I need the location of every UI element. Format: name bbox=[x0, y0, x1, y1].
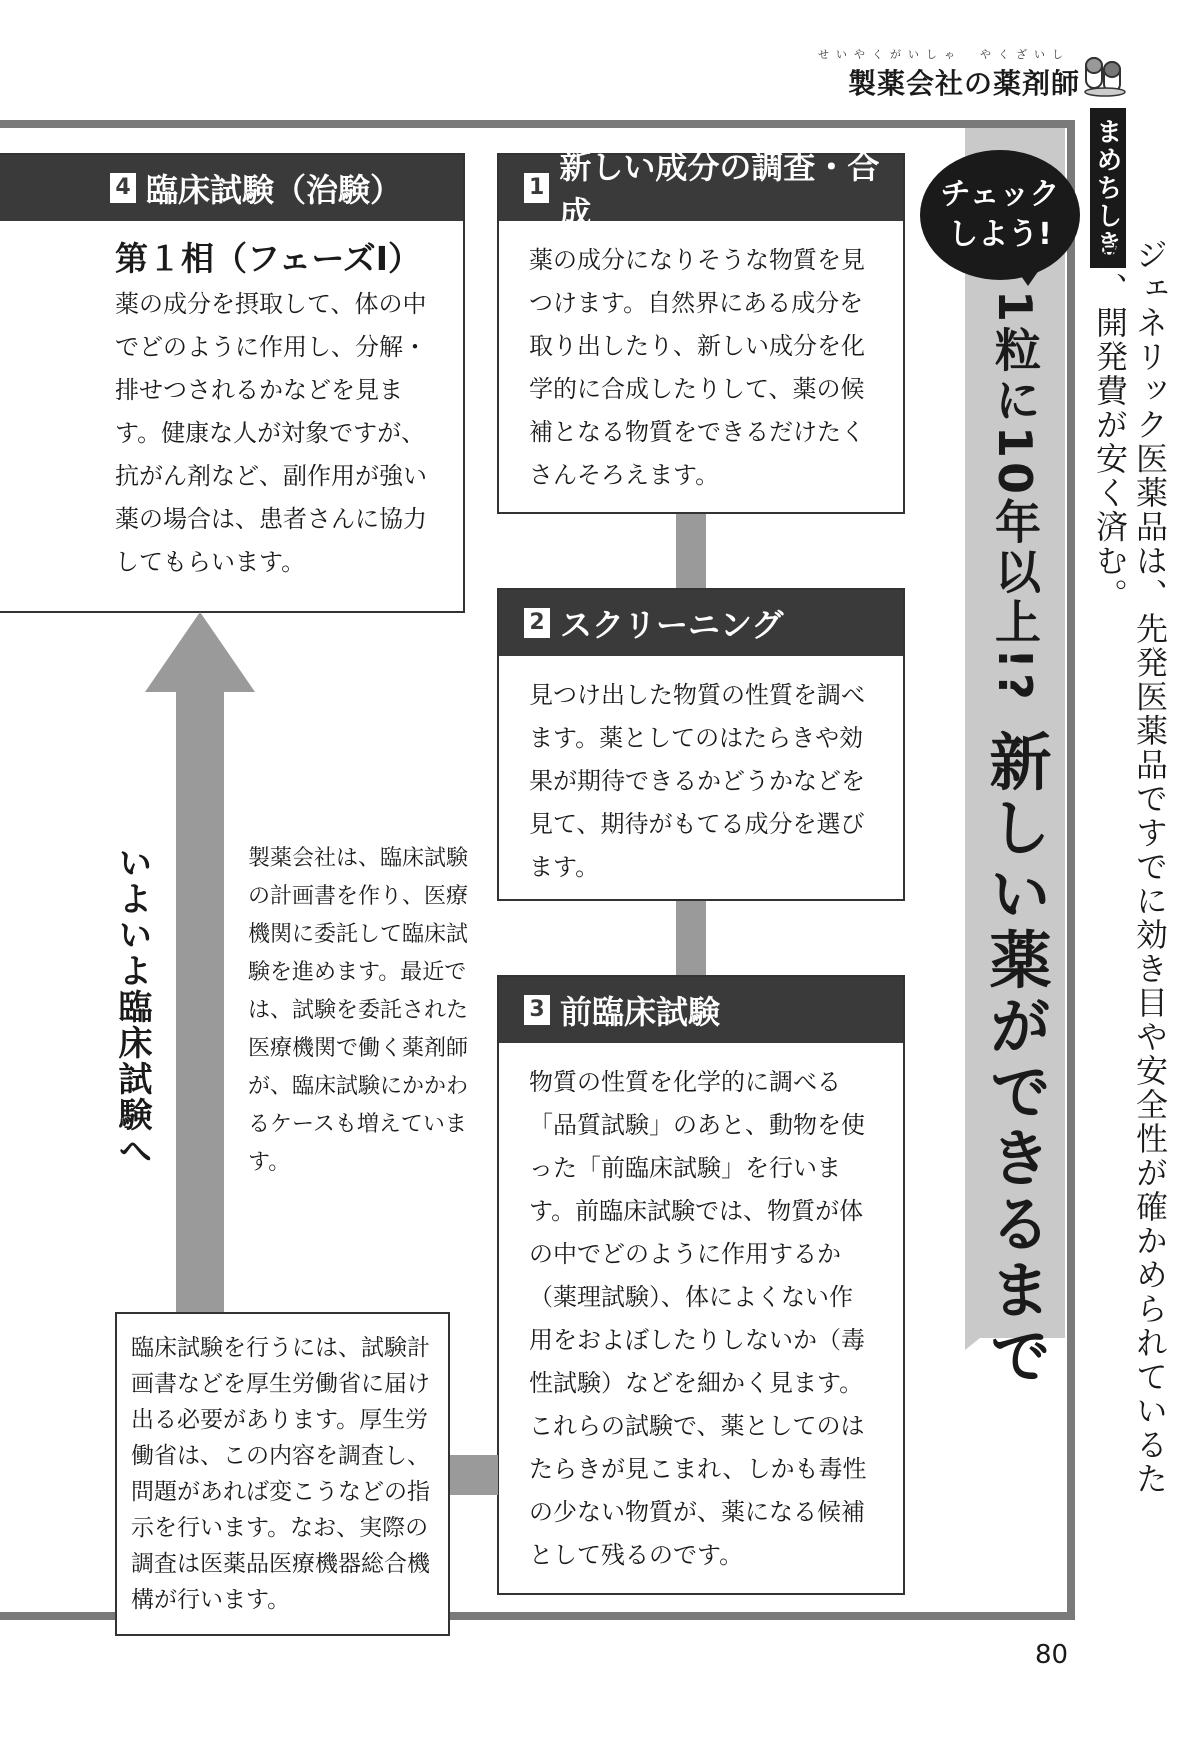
note-box: 臨床試験を行うには、試験計画書などを厚生労働省に届け出る必要があります。厚生労働省は、この内容を調査し、問題があれば変こうなどの指示を行います。なお、実際の調査は医薬品医療機器総合機構が行います。 bbox=[115, 1312, 450, 1636]
step2-text: 見つけ出した物質の性質を調べます。薬としてのはたらきや効果が期待できるかどうかなどを見て、期待がもてる成分を選びます。 bbox=[529, 681, 865, 881]
step1-title: 新しい成分の調査・合成 bbox=[559, 148, 880, 232]
step4-header bbox=[0, 155, 463, 221]
step1-box bbox=[497, 148, 905, 514]
note-text: 製薬会社は、臨床試験の計画書を作り、医療機関に委託して臨床試験を進めます。最近では、試験を委託された医療機関で働く薬剤師が、臨床試験にかかわるケースも増えています。 bbox=[248, 846, 469, 1175]
step2-box bbox=[497, 588, 905, 901]
bubble-line1: チェック bbox=[940, 177, 1060, 212]
bubble-line2: しよう! bbox=[948, 217, 1052, 252]
step1-text: 薬の成分になりそうな物質を見つけます。自然界にある成分を取り出したり、新しい成分を化学的に合成したりして、薬の候補となる物質をできるだけたくさんそろえます。 bbox=[529, 246, 865, 489]
mame-text: ジェネリック医薬品は、先発医薬品ですでに効き目や安全性が確かめられているため、開発費が安く済む。 bbox=[1091, 238, 1169, 1496]
step4-subtitle: 第１相（フェーズⅠ） bbox=[115, 239, 421, 278]
connector-1-2 bbox=[676, 514, 706, 590]
arrow-label: いよいよ臨床試験へ bbox=[112, 845, 152, 1169]
step1-header bbox=[499, 148, 903, 232]
pill-icon bbox=[1082, 52, 1128, 98]
step4-text: 薬の成分を摂取して、体の中でどのように作用し、分解・排せつされるかなどを見ます。健康な人が対象ですが、抗がん剤など、副作用が強い薬の場合は、患者さんに協力してもらいます。 bbox=[115, 290, 427, 576]
band-title-line2: 新しい薬ができるまで bbox=[979, 729, 1052, 1390]
header-ruby: せいやくがいしゃ やくざいし bbox=[818, 48, 1070, 61]
step4-box bbox=[0, 153, 465, 613]
up-arrow-head bbox=[145, 612, 255, 692]
up-arrow-shaft bbox=[176, 690, 224, 1340]
connector-2-3 bbox=[676, 901, 706, 977]
step3-text: 物質の性質を化学的に調べる「品質試験」のあと、動物を使った「前臨床試験」を行います。前臨床試験では、物質が体の中でどのように作用するか（薬理試験）、体によくない作用をおよぼしたりしないか（毒性試験）などを細かく見ます。これらの試験で、薬としてのはたらきが見こまれ、しかも毒性の少ない物質が、薬になる候補として残るのです。 bbox=[529, 1068, 867, 1569]
page-title: 製薬会社の薬剤師 bbox=[847, 67, 1080, 100]
mame-label: まめちしき bbox=[1090, 108, 1126, 268]
step4-title: 臨床試験（治験） bbox=[146, 171, 403, 209]
band-title-line1: 1粒に10年以上!? bbox=[988, 290, 1042, 704]
connector-3-left bbox=[450, 1455, 498, 1495]
step3-title: 前臨床試験 bbox=[560, 993, 721, 1031]
step3-header bbox=[499, 977, 903, 1043]
step3-box bbox=[497, 975, 905, 1595]
step2-title: スクリーニング bbox=[560, 606, 784, 644]
step4-body bbox=[0, 221, 463, 602]
step4-number: 4 bbox=[110, 173, 136, 203]
page-number: 80 bbox=[1035, 1640, 1069, 1670]
frame-right bbox=[1067, 120, 1075, 1620]
step1-number: 1 bbox=[524, 173, 549, 203]
step2-header bbox=[499, 590, 903, 656]
step3-number: 3 bbox=[524, 995, 550, 1025]
band-title bbox=[965, 290, 1065, 1389]
frame-top bbox=[0, 120, 1075, 128]
step2-number: 2 bbox=[524, 608, 550, 638]
check-bubble bbox=[920, 150, 1080, 280]
